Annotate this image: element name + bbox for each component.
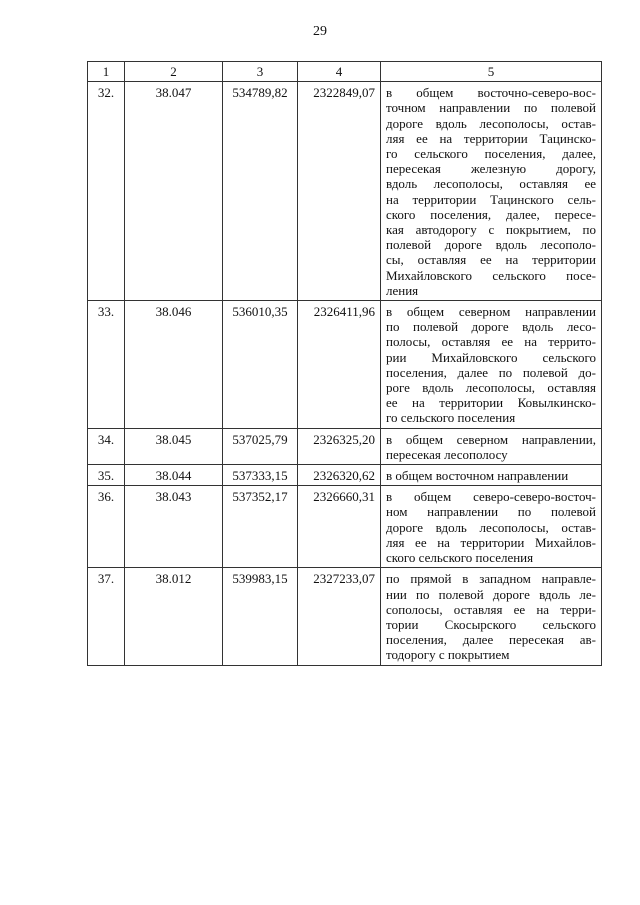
table-row	[88, 428, 602, 464]
coordinate-y-cell: 2327233,07	[298, 568, 381, 665]
description-line: ления	[386, 282, 419, 298]
point-code-cell: 38.043	[125, 486, 223, 568]
description-line: пересекая железную дорогу,	[386, 161, 596, 177]
description-line: го сельского поселения	[386, 410, 516, 426]
coordinate-y-cell: 2326320,62	[298, 465, 381, 486]
description-line: роге вдоль лесополосы, оставляя	[386, 380, 596, 396]
description-line: пересекая лесополосу	[386, 446, 508, 462]
description-line: ского поселения, далее, пересе-	[386, 206, 596, 222]
description-line: тории Скосырского сельского	[386, 616, 596, 632]
description-line: полосы, оставляя ее на террито-	[386, 334, 596, 350]
description-line: дороге вдоль лесополосы, остав-	[386, 115, 596, 131]
row-number-cell: 35.	[88, 465, 125, 486]
description-line: тодорогу с покрытием	[386, 647, 510, 663]
boundary-description-cell	[381, 568, 602, 665]
description-line: точном направлении по полевой	[386, 100, 596, 116]
point-code-cell: 38.012	[125, 568, 223, 665]
row-number-cell: 36.	[88, 486, 125, 568]
boundary-description-cell	[381, 82, 602, 301]
table-row	[88, 301, 602, 429]
table-row	[88, 568, 602, 665]
description-line: в общем северном направлении	[386, 304, 596, 320]
row-number-cell: 32.	[88, 82, 125, 301]
description-line: в общем северо-северо-восточ-	[386, 489, 596, 505]
description-line: ее на территории Ковылкинско-	[386, 395, 596, 411]
coordinate-y-cell: 2326660,31	[298, 486, 381, 568]
page-number: 29	[313, 24, 327, 39]
coordinate-y-cell: 2322849,07	[298, 82, 381, 301]
table-body	[88, 82, 602, 665]
description-line: в общем восточном направлении	[386, 468, 569, 484]
coordinate-x-cell: 534789,82	[223, 82, 298, 301]
description-line: ляя ее на территории Тацинско-	[386, 130, 596, 146]
description-line: ном направлении по полевой	[386, 504, 596, 520]
row-number-cell: 37.	[88, 568, 125, 665]
coordinate-x-cell: 539983,15	[223, 568, 298, 665]
description-line: нии по полевой дороге вдоль ле-	[386, 586, 596, 602]
description-line: поселения, далее пересекая ав-	[386, 632, 596, 648]
description-line: по полевой дороге вдоль лесо-	[386, 319, 596, 335]
description-line: полевой дороге вдоль лесополо-	[386, 237, 596, 253]
boundary-description-cell	[381, 428, 602, 464]
point-code-cell: 38.045	[125, 428, 223, 464]
coordinate-x-cell: 536010,35	[223, 301, 298, 429]
description-line: ского сельского поселения	[386, 550, 534, 566]
description-line: в общем восточно-северо-вос-	[386, 85, 596, 101]
description-line: на территории Тацинского сель-	[386, 191, 596, 207]
coordinate-y-cell: 2326411,96	[298, 301, 381, 429]
description-line: вдоль лесополосы, оставляя ее	[386, 176, 596, 192]
header-col-1: 1	[88, 62, 125, 82]
description-line: в общем северном направлении,	[386, 431, 596, 447]
boundary-description-cell	[381, 486, 602, 568]
table-header-row	[88, 62, 602, 82]
description-line: рии Михайловского сельского	[386, 349, 596, 365]
table-row	[88, 465, 602, 486]
coordinate-x-cell: 537025,79	[223, 428, 298, 464]
description-line: дороге вдоль лесополосы, остав-	[386, 519, 596, 535]
description-line: сы, оставляя ее на территории	[386, 252, 596, 268]
coordinate-x-cell: 537333,15	[223, 465, 298, 486]
description-line: по прямой в западном направле-	[386, 571, 596, 587]
table-row	[88, 486, 602, 568]
header-col-4: 4	[298, 62, 381, 82]
row-number-cell: 33.	[88, 301, 125, 429]
boundary-description-cell	[381, 465, 602, 486]
header-col-2: 2	[125, 62, 223, 82]
point-code-cell: 38.046	[125, 301, 223, 429]
description-line: поселения, далее по полевой до-	[386, 364, 596, 380]
coordinate-y-cell: 2326325,20	[298, 428, 381, 464]
boundary-coordinates-table	[87, 61, 602, 666]
header-col-3: 3	[223, 62, 298, 82]
description-line: ляя ее на территории Михайлов-	[386, 534, 596, 550]
description-line: Михайловского сельского посе-	[386, 267, 596, 283]
header-col-5: 5	[381, 62, 602, 82]
description-line: кая автодорогу с покрытием, по	[386, 222, 596, 238]
description-line: го сельского поселения, далее,	[386, 146, 596, 162]
point-code-cell: 38.047	[125, 82, 223, 301]
point-code-cell: 38.044	[125, 465, 223, 486]
coordinate-x-cell: 537352,17	[223, 486, 298, 568]
description-line: сополосы, оставляя ее на терри-	[386, 601, 596, 617]
table-row	[88, 82, 602, 301]
row-number-cell: 34.	[88, 428, 125, 464]
boundary-description-cell	[381, 301, 602, 429]
